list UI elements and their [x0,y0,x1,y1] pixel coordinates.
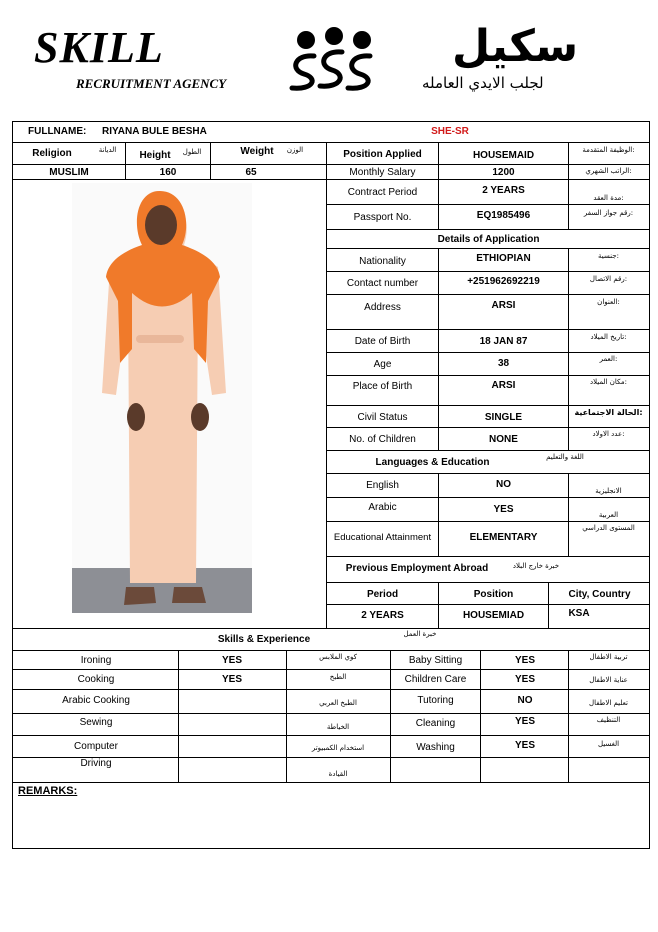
detail-ar-address: العنوان: [597,297,620,306]
skill-ar-children-care: عناية الاطفال [589,675,628,684]
detail-value-contact: +251962692219 [467,275,540,287]
skill-value-arabic-cooking [180,692,284,708]
emp-period-value: 2 YEARS [361,609,404,621]
ref-code: SHE-SR [431,125,469,137]
passport-value: EQ1985496 [476,209,531,221]
skill-value-ironing: YES [221,654,242,666]
lang-ar-arabic: العربية [598,510,619,519]
emp-col-period: Period [366,588,399,600]
skill-label-children-care: Children Care [404,673,467,685]
skills-title: Skills & Experience [217,633,311,645]
position-label-ar: الوظيفة المتقدمة: [582,145,635,154]
candidate-photo [72,183,252,613]
position-value: HOUSEMAID [472,149,535,161]
skill-value-sewing [180,714,284,730]
lang-value-education: ELEMENTARY [469,531,538,543]
skill-ar-baby-sitting: تربية الاطفال [589,652,628,661]
fullname-value: RIYANA BULE BESHA [102,125,207,137]
skill-value-washing: YES [514,739,535,751]
languages-title-ar: اللغة والتعليم [546,452,584,461]
position-label: Position Applied [343,148,422,160]
detail-label-dob: Date of Birth [354,335,411,347]
skill-label-computer: Computer [74,740,118,752]
salary-label: Monthly Salary [349,166,416,178]
salary-value: 1200 [492,166,515,178]
lang-ar-english: الانجليزية [595,486,622,495]
contract-label: Contract Period [347,186,418,198]
skill-ar-cleaning: التنظيف [596,715,621,724]
height-label: Height [139,149,171,161]
detail-ar-children: عدد الاولاد: [592,429,625,438]
agency-subtitle: RECRUITMENT AGENCY [76,76,227,91]
detail-ar-pob: مكان الميلاد: [589,377,627,386]
religion-label-ar: الديانة [98,145,117,154]
detail-label-children: No. of Children [349,433,416,445]
lang-label-english: English [366,479,399,491]
skill-ar-sewing: الخياطة [326,722,350,731]
brand-logo-ar: سكيل [452,21,579,72]
skill-value-cleaning: YES [514,715,535,727]
detail-label-address: Address [364,301,401,313]
religion-label: Religion [32,147,72,159]
detail-value-civil: SINGLE [484,411,523,423]
weight-value: 65 [245,166,257,178]
contract-label-ar: مدة العقد: [593,193,624,202]
detail-ar-nationality: جنسية: [598,251,619,260]
skills-title-ar: خبرة العمل [403,629,437,638]
lang-value-english: NO [496,478,511,490]
skill-ar-tutoring: تعليم الاطفال [589,698,628,707]
skill-ar-driving: القيادة [328,769,348,778]
detail-ar-civil: الحالة الاجتماعية: [574,407,643,417]
skill-value-baby-sitting: YES [514,654,535,666]
emp-country-value: KSA [568,607,590,619]
detail-value-nationality: ETHIOPIAN [476,252,531,264]
lang-label-education: Educational Attainment [333,531,432,543]
detail-label-civil: Civil Status [357,411,408,423]
skill-value-computer [180,738,284,754]
skill-ar-washing: الغسيل [597,739,620,748]
salary-label-ar: الراتب الشهري: [585,166,632,175]
passport-label-ar: رقم جواز السفر: [583,208,634,217]
emp-position-value: HOUSEMIAD [462,609,525,621]
weight-label: Weight [240,145,274,157]
height-value: 160 [159,166,177,178]
detail-label-nationality: Nationality [359,255,406,267]
emp-col-country: City, Country [568,588,631,600]
skill-label-tutoring: Tutoring [417,694,454,706]
skill-label-cleaning: Cleaning [415,717,456,729]
detail-label-pob: Place of Birth [352,380,413,392]
skill-label-ironing: Ironing [80,654,112,666]
detail-value-pob: ARSI [491,379,516,391]
details-title: Details of Application [437,233,540,245]
languages-title: Languages & Education [375,456,490,468]
skill-value-children-care: YES [514,673,535,685]
brand-logo-en: SKILL [34,23,164,72]
skill-ar-computer: استخدام الكمبيوتر [311,743,365,752]
lang-label-arabic: Arabic [368,501,397,513]
contract-value: 2 YEARS [482,184,525,196]
weight-label-ar: الوزن [286,145,304,154]
employment-title-ar: خبرة خارج البلاد [512,561,560,570]
tagline-ar: لجلب الايدي العامله [422,74,544,92]
height-label-ar: الطول [182,147,202,156]
remarks-label: REMARKS: [18,784,78,797]
religion-value: MUSLIM [49,166,89,178]
detail-ar-dob: تاريخ الميلاد: [590,332,627,341]
skill-label-sewing: Sewing [79,716,113,728]
emp-col-position: Position [473,588,514,600]
employment-title: Previous Employment Abroad [345,562,489,574]
skill-value-tutoring: NO [517,694,533,706]
detail-label-contact: Contact number [346,277,419,289]
skill-label-baby-sitting: Baby Sitting [408,654,463,666]
people-emblem-icon [284,26,384,96]
passport-label: Passport No. [353,211,412,223]
skill-label-cooking: Cooking [77,673,115,685]
skill-value-cooking: YES [221,673,242,685]
skill-label-driving: Driving [80,757,112,769]
fullname-label: FULLNAME: [28,125,87,137]
skill-ar-cooking: الطبخ [329,672,347,681]
detail-value-dob: 18 JAN 87 [479,335,528,347]
detail-ar-age: العمر: [599,354,618,363]
detail-value-address: ARSI [491,299,516,311]
detail-value-children: NONE [489,433,518,445]
skill-ar-ironing: كوي الملابس [319,652,357,661]
detail-ar-contact: رقم الاتصال: [589,274,628,283]
skill-label-arabic-cooking: Arabic Cooking [62,694,130,706]
skill-value-driving [180,760,284,776]
lang-value-arabic: YES [493,503,514,515]
lang-ar-education: المستوى الدراسي [582,523,635,532]
skill-label-washing: Washing [416,741,455,753]
skill-ar-arabic-cooking: الطبخ العربي [319,698,357,707]
detail-value-age: 38 [497,357,510,369]
detail-label-age: Age [373,358,392,370]
